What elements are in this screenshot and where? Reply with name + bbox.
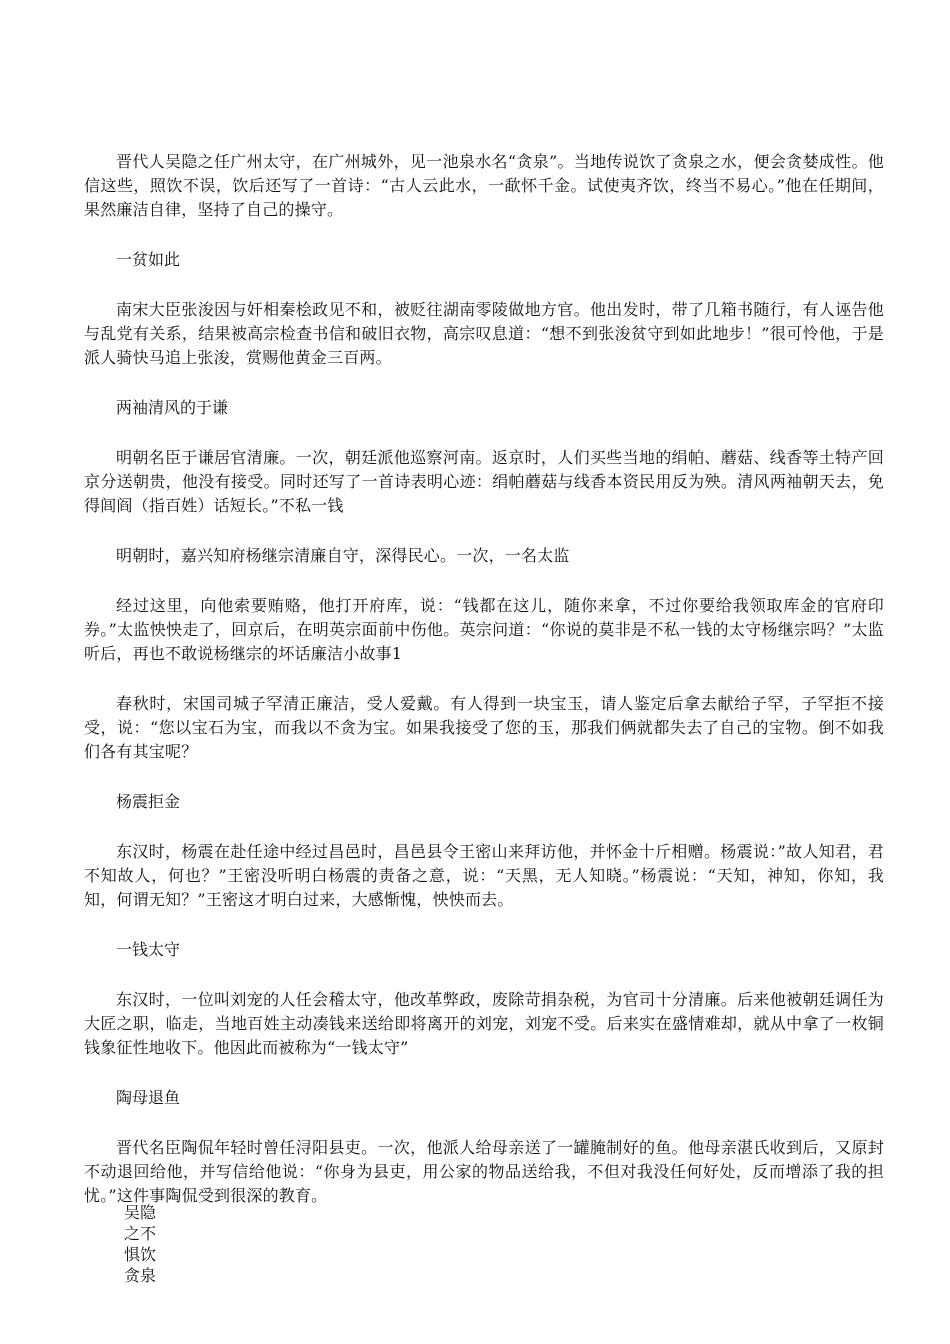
paragraph-yang-zhen: 东汉时，杨震在赴任途中经过昌邑时，昌邑县令王密山来拜访他，并怀金十斤相赠。杨震说：”故人知君，君不知故人，何也？”王密没听明白杨震的责备之意，说：“天黑，无人知晓。”杨震说：“天知，神知，你知，我知，何谓无知？”王密这才明白过来，大感惭愧，怏怏而去。 [84, 842, 884, 909]
paragraph-liu-chong: 东汉时，一位叫刘宠的人任会稽太守，他改革弊政，废除苛捐杂税，为官司十分清廉。后来他被朝廷调任为大匠之职，临走，当地百姓主动凑钱来送给即将离开的刘宠，刘宠不受。后来实在盛情难却，就从中拿了一枚铜钱象征性地收下。他因此而被称为“一钱太守” [84, 990, 884, 1057]
paragraph-yang-jizong-intro: 明朝时，嘉兴知府杨继宗清廉自守，深得民心。一次，一名太监 [116, 546, 570, 565]
vertical-title-line: 之不 [124, 1224, 157, 1243]
paragraph-yu-qian: 明朝名臣于谦居官清廉。一次，朝廷派他巡察河南。返京时，人们买些当地的绢帕、蘑菇、线香等土特产回京分送朝贵，他没有接受。同时还写了一首诗表明心迹：绢帕蘑菇与线香本资民用反为殃。清风两袖朝天去，免得闾阎（指百姓）话短长。”不私一钱 [84, 448, 884, 515]
heading-tao-mu: 陶母退鱼 [116, 1088, 181, 1107]
heading-yi-pin-ru-ci: 一贫如此 [116, 250, 181, 269]
vertical-title-line: 吴隐 [124, 1203, 157, 1222]
paragraph-zhang-jun: 南宋大臣张浚因与奸相秦桧政见不和，被贬往湖南零陵做地方官。他出发时，带了几箱书随行，有人诬告他与乱党有关系，结果被高宗检查书信和破旧衣物，高宗叹息道：“想不到张浚贫守到如此地步！”很可怜他，于是派人骑快马追上张浚，赏赐他黄金三百两。 [84, 300, 884, 367]
document-body [84, 150, 884, 1234]
vertical-title [124, 1202, 164, 1286]
paragraph-yang-jizong: 经过这里，向他索要贿赂，他打开府库，说：“钱都在这儿，随你来拿，不过你要给我领取库金的官府印券。”太监怏怏走了，回京后，在明英宗面前中伤他。英宗问道：“你说的莫非是不私一钱的太守杨继宗吗？”太监听后，再也不敢说杨继宗的坏话廉洁小故事1 [84, 596, 884, 663]
vertical-title-line: 贪泉 [124, 1266, 157, 1285]
heading-yu-qian: 两袖清风的于谦 [116, 398, 229, 417]
paragraph-wu-yinzhi: 晋代人吴隐之任广州太守，在广州城外，见一池泉水名“贪泉”。当地传说饮了贪泉之水，便会贪婪成性。他信这些，照饮不误，饮后还写了一首诗：“古人云此水，一歃怀千金。试使夷齐饮，终当不易心。”他在任期间，果然廉洁自律，坚持了自己的操守。 [84, 152, 884, 219]
paragraph-tao-kan: 晋代名臣陶侃年轻时曾任浔阳县吏。一次，他派人给母亲送了一罐腌制好的鱼。他母亲湛氏收到后，又原封不动退回给他，并写信给他说：“你身为县吏，用公家的物品送给我，不但对我没任何好处，反而增添了我的担忧。”这件事陶侃受到很深的教育。 [84, 1138, 884, 1205]
paragraph-zi-han: 春秋时，宋国司城子罕清正廉洁，受人爱戴。有人得到一块宝玉，请人鉴定后拿去献给子罕，子罕拒不接受，说：“您以宝石为宝，而我以不贪为宝。如果我接受了您的玉，那我们俩就都失去了自己的宝物。倒不如我们各有其宝呢？ [84, 694, 884, 761]
heading-yi-qian-taishou: 一钱太守 [116, 940, 181, 959]
heading-yang-zhen: 杨震拒金 [116, 792, 181, 811]
vertical-title-line: 惧饮 [124, 1245, 157, 1264]
